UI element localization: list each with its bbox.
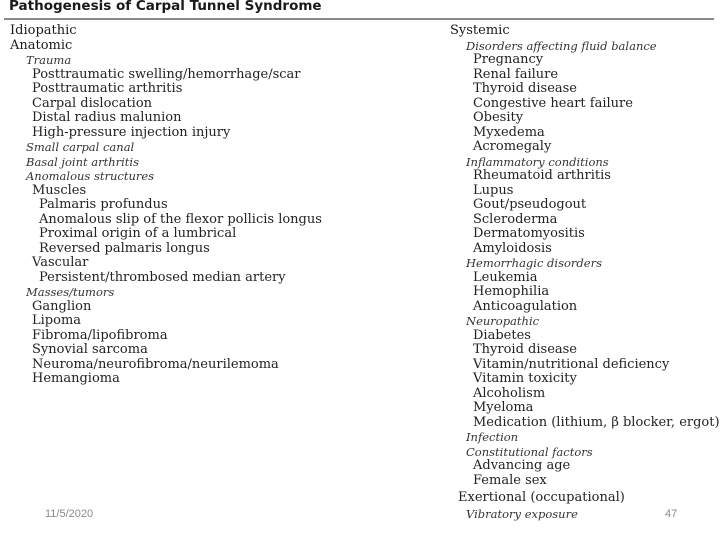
muscles-subheading: Muscles (32, 182, 87, 198)
list-item: Myxedema (473, 124, 545, 140)
list-item: Leukemia (473, 269, 538, 285)
vibratory-exposure-category: Vibratory exposure (466, 507, 578, 521)
list-item: Amyloidosis (473, 240, 552, 256)
small-carpal-canal-category: Small carpal canal (26, 140, 135, 154)
systemic-column (450, 23, 720, 488)
list-item: Vitamin/nutritional deficiency (473, 356, 670, 372)
list-item: Posttraumatic arthritis (32, 81, 183, 96)
list-item: Dermatomyositis (473, 226, 585, 241)
list-item: Lipoma (32, 313, 82, 328)
hemorrhagic-category: Hemorrhagic disorders (466, 256, 602, 270)
list-item: Alcoholism (473, 385, 546, 401)
list-item: Ganglion (32, 298, 92, 314)
list-item: Hemophilia (473, 284, 550, 299)
basal-joint-arthritis-category: Basal joint arthritis (26, 154, 140, 169)
neuropathic-category: Neuropathic (466, 314, 540, 328)
list-item: Reversed palmaris longus (39, 240, 210, 256)
systemic-heading: Systemic (450, 23, 510, 38)
list-item: Posttraumatic swelling/hemorrhage/scar (32, 66, 301, 82)
list-item: Carpal dislocation (32, 95, 153, 111)
fluid-balance-category: Disorders affecting fluid balance (466, 38, 657, 53)
infection-category: Infection (466, 430, 519, 444)
slide-title: Pathogenesis of Carpal Tunnel Syndrome (9, 0, 322, 14)
list-item: Scleroderma (473, 211, 558, 227)
list-item: Rheumatoid arthritis (473, 168, 611, 183)
list-item: Distal radius malunion (32, 110, 182, 125)
list-item: Persistent/thrombosed median artery (39, 269, 286, 285)
list-item: Advancing age (473, 458, 571, 473)
exertional-heading: Exertional (occupational) (458, 490, 625, 505)
list-item: Pregnancy (473, 52, 544, 67)
list-item: Renal failure (473, 66, 559, 82)
list-item: Diabetes (473, 327, 531, 343)
page-number: 47 (665, 508, 678, 520)
list-item: Neuroma/neurofibroma/neurilemoma (32, 356, 279, 372)
footer-date: 11/5/2020 (45, 508, 94, 520)
list-item: Fibroma/lipofibroma (32, 327, 168, 343)
list-item: Thyroid disease (473, 342, 577, 357)
list-item: High-pressure injection injury (32, 124, 231, 140)
idiopathic-heading: Idiopathic (10, 23, 77, 38)
list-item: Medication (lithium, β blocker, ergot) (473, 414, 720, 430)
list-item: Gout/pseudogout (473, 197, 587, 212)
masses-tumors-category: Masses/tumors (26, 285, 115, 299)
anatomic-heading: Anatomic (10, 37, 73, 53)
constitutional-category: Constitutional factors (466, 444, 593, 459)
list-item: Obesity (473, 110, 524, 125)
list-item: Proximal origin of a lumbrical (39, 226, 237, 241)
list-item: Thyroid disease (473, 81, 577, 96)
list-item: Palmaris profundus (39, 197, 168, 212)
anomalous-structures-category: Anomalous structures (26, 169, 155, 183)
list-item: Female sex (473, 472, 547, 488)
idiopathic-column (10, 24, 430, 387)
list-item: Anomalous slip of the flexor pollicis longus (39, 211, 322, 227)
list-item: Vitamin toxicity (473, 371, 577, 386)
vascular-subheading: Vascular (32, 255, 89, 270)
list-item: Synovial sarcoma (32, 342, 148, 357)
title-divider (4, 18, 714, 20)
inflammatory-category: Inflammatory conditions (466, 154, 609, 169)
list-item: Congestive heart failure (473, 95, 633, 111)
list-item: Hemangioma (32, 371, 120, 386)
list-item: Acromegaly (473, 139, 552, 154)
list-item: Anticoagulation (473, 298, 578, 314)
list-item: Myeloma (473, 400, 534, 415)
list-item: Lupus (473, 182, 514, 198)
trauma-category: Trauma (26, 53, 72, 67)
